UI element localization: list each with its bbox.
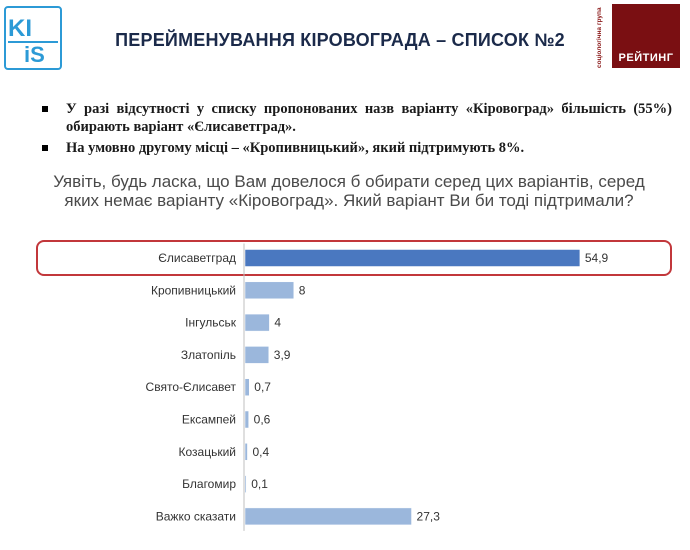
value-label: 4 bbox=[274, 315, 282, 330]
value-label: 54,9 bbox=[584, 251, 609, 265]
category-label: Інгульськ bbox=[185, 315, 236, 330]
category-label: Благомир bbox=[182, 477, 236, 492]
bar bbox=[245, 379, 249, 396]
rating-logo-side-text: соціологічна група bbox=[596, 7, 603, 68]
bullet-text: На умовно другому місці – «Кропивницький», який підтримують 8%. bbox=[66, 140, 525, 156]
category-label: Єлисаветград bbox=[158, 251, 236, 265]
category-label: Козацький bbox=[178, 444, 236, 459]
bar bbox=[245, 508, 412, 525]
category-label: Важко сказати bbox=[155, 509, 236, 524]
bar bbox=[245, 250, 580, 267]
value-label: 27,3 bbox=[416, 509, 440, 524]
survey-question: Уявіть, будь ласка, що Вам довелося б обирати серед цих варіантів, серед яких немає варіанту «Кіровоград». Який варіант Ви би тоді підтримали? bbox=[53, 172, 645, 210]
svg-text:iS: iS bbox=[24, 42, 45, 67]
page-title: ПЕРЕЙМЕНУВАННЯ КІРОВОГРАДА – СПИСОК №2 bbox=[115, 30, 565, 50]
bar bbox=[245, 282, 294, 299]
value-label: 0,1 bbox=[251, 477, 268, 492]
category-label: Ексампей bbox=[181, 412, 236, 427]
bar bbox=[245, 411, 249, 428]
value-label: 0,7 bbox=[254, 380, 271, 395]
svg-text:KI: KI bbox=[8, 15, 32, 42]
category-label: Свято-Єлисавет bbox=[145, 380, 236, 395]
category-label: Златопіль bbox=[180, 347, 236, 362]
bar bbox=[245, 346, 269, 363]
value-label: 0,4 bbox=[252, 444, 270, 459]
value-label: 3,9 bbox=[273, 347, 291, 362]
value-label: 8 bbox=[298, 283, 306, 298]
rating-logo-word: РЕЙТИНГ bbox=[618, 52, 674, 64]
category-label: Кропивницький bbox=[150, 283, 236, 298]
bar bbox=[245, 443, 247, 460]
bar bbox=[245, 476, 246, 493]
bullet-text: У разі відсутності у списку пропонованих назв варіанту «Кіровоград» більшість (55%) обирають варіант «Єлисаветград». bbox=[66, 101, 672, 135]
bar bbox=[245, 314, 269, 331]
value-label: 0,6 bbox=[253, 412, 271, 427]
